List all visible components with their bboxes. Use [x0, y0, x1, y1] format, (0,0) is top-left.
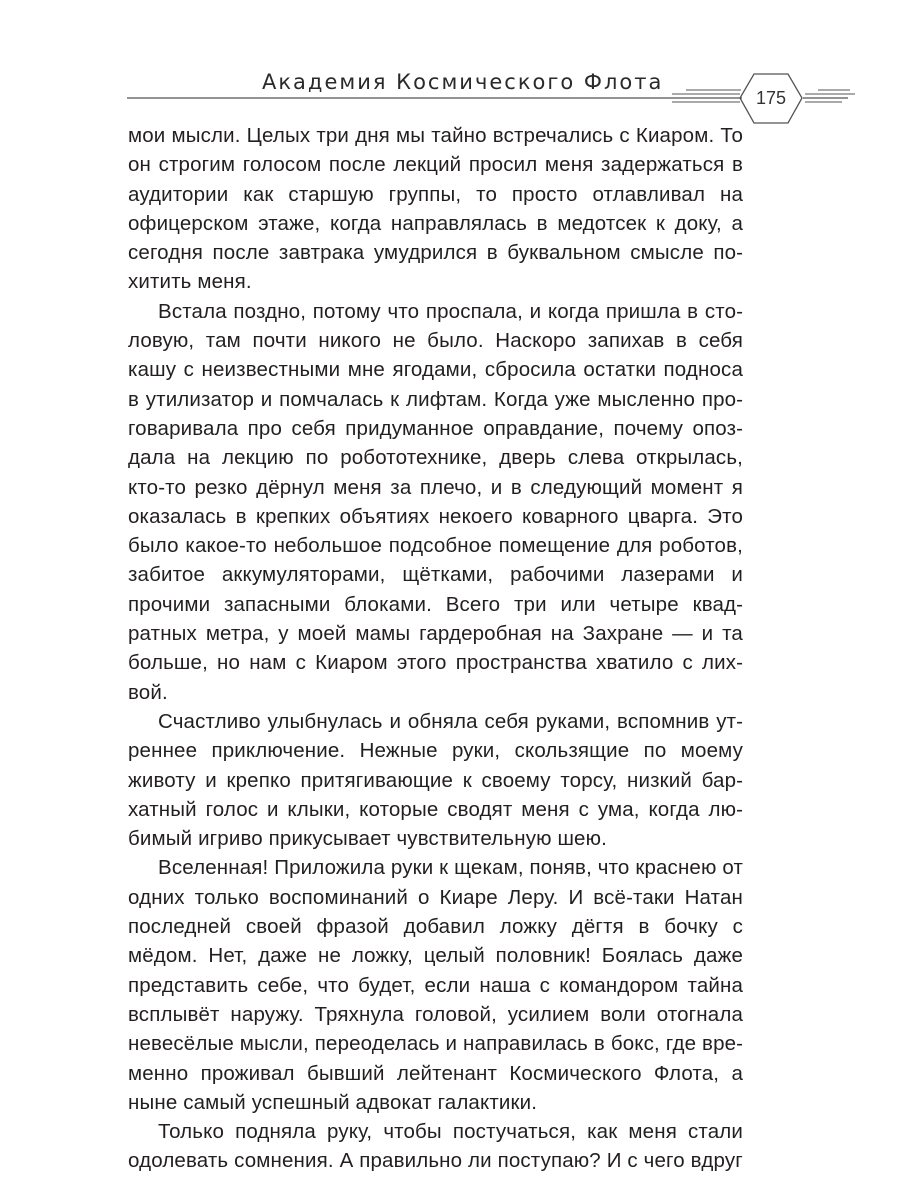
page-number: 175: [755, 88, 787, 108]
paragraph: мои мысли. Целых три дня мы тайно встречались с Киаром. То он строгим голосом после лекций просил меня задержаться в аудитории как старшую группы, то просто отлавливал на офицерском этаже, когда направлялась в медотсек к доку, а сегодня после завтрака умудрился в буквальном смысле похитить меня.: [128, 124, 743, 294]
running-title: Академия Космического Флота: [262, 70, 664, 94]
paragraph: Счастливо улыбнулась и обняла себя руками, вспомнив утреннее приключение. Нежные руки, скользящие по моему животу и крепко притягивающие к своему торсу, низкий бархатный голос и клыки, которые сводят меня с ума, когда любимый игриво прикусывает чувствительную шею.: [128, 709, 743, 851]
page-header: [0, 0, 900, 140]
book-body-text: [128, 121, 743, 1176]
paragraph: Вселенная! Приложила руки к щекам, поняв, что краснею от одних только воспоминаний о Киаре Леру. И всё-таки Натан последней своей фразой добавил ложку дёгтя в бочку с мёдом. Нет, даже не ложку, целый половник! Боялась даже представить себе, что будет, если наша с командором тайна всплывёт наружу. Тряхнула головой, усилием воли отогнала невесёлые мысли, переоделась и направилась в бокс, где временно проживал бывший лейтенант Космического Флота, а ныне самый успешный адвокат галактики.: [128, 856, 743, 1114]
paragraph: Только подняла руку, чтобы постучаться, как меня стали одолевать сомнения. А правильно ли поступаю? И с чего вдруг: [128, 1120, 743, 1173]
paragraph: Встала поздно, потому что проспала, и когда пришла в столовую, там почти никого не было. Наскоро запихав в себя кашу с неизвестными мне ягодами, сбросила остатки подноса в утилизатор и помчалась к лифтам. Когда уже мысленно проговаривала про себя придуманное оправдание, почему опоздала на лекцию по робототехнике, дверь слева открылась, кто-то резко дёрнул меня за плечо, и в следующий момент я оказалась в крепких объятиях некоего коварного цварга. Это было какое-то небольшое подсобное помещение для роботов, забитое аккумуляторами, щётками, рабочими лазерами и прочими запасными блоками. Всего три или четыре квадратных метра, у моей мамы гардеробная на Захране — и та больше, но нам с Киаром этого пространства хватило с лихвой.: [128, 299, 743, 704]
